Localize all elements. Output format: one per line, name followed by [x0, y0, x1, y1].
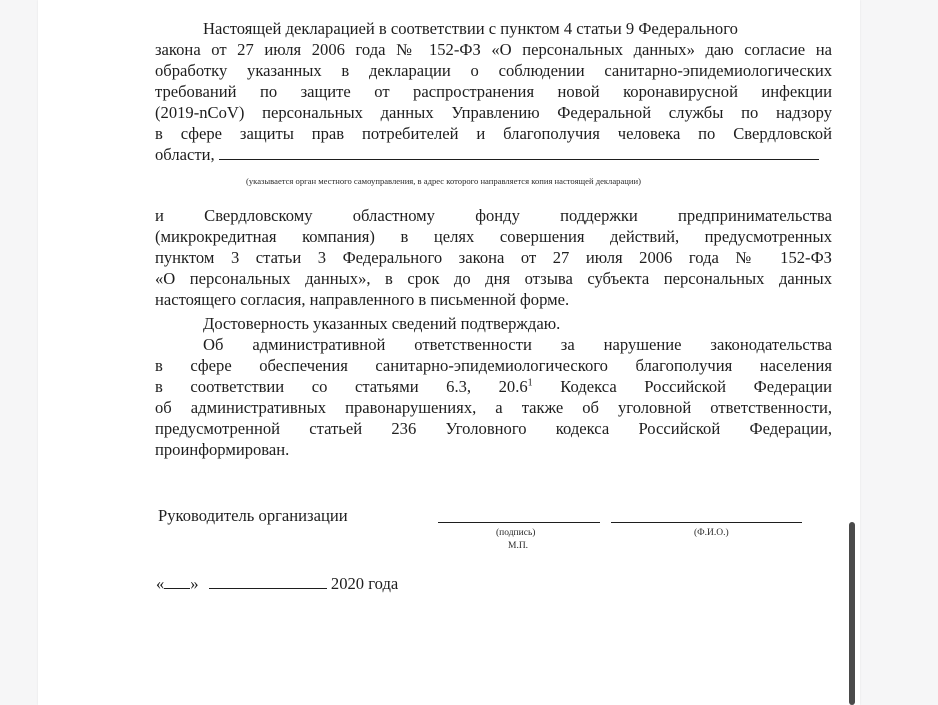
- text-line: (2019-nCoV) персональных данных Управлению Федеральной службы по надзору: [155, 103, 832, 122]
- text-line: закона от 27 июля 2006 года № 152-ФЗ «О персональных данных» даю согласие на: [155, 40, 832, 59]
- consent-paragraph: [155, 205, 832, 310]
- open-quote: «: [156, 574, 165, 593]
- signature-blank-line: [438, 522, 600, 523]
- text-line: в сфере защиты прав потребителей и благополучия человека по Свердловской: [155, 124, 832, 143]
- text-line: предусмотренной статьей 236 Уголовного кодекса Российской Федерации,: [155, 419, 832, 438]
- text-fragment: в соответствии со статьями 6.3, 20.6: [155, 377, 528, 396]
- year-text: 2020 года: [330, 574, 399, 593]
- text-line: в сфере обеспечения санитарно-эпидемиологического благополучия населения: [155, 356, 832, 375]
- text-line: обработку указанных в декларации о соблюдении санитарно-эпидемиологических: [155, 61, 832, 80]
- authority-blank-field: [219, 159, 819, 160]
- field-hint: (указывается орган местного самоуправления, в адрес которого направляется копия настоящей декларации): [246, 176, 641, 186]
- text-line: требований по защите от распространения новой коронавирусной инфекции: [155, 82, 832, 101]
- stamp-hint: М.П.: [508, 541, 529, 551]
- text-line: (микрокредитная компания) в целях совершения действий, предусмотренных: [155, 227, 832, 246]
- text-line: Настоящей декларацией в соответствии с пунктом 4 статьи 9 Федерального: [203, 19, 738, 38]
- text-line: проинформирован.: [155, 440, 290, 459]
- month-blank: [209, 588, 327, 589]
- text-line-with-footnote: [155, 376, 832, 397]
- footnote-superscript: 1: [527, 377, 533, 389]
- text-line: настоящего согласия, направленного в письменной форме.: [155, 290, 570, 309]
- signature-hint: (подпись): [496, 528, 536, 538]
- full-name-hint: (Ф.И.О.): [694, 528, 729, 538]
- text-line: «О персональных данных», в срок до дня отзыва субъекта персональных данных: [155, 269, 832, 288]
- text-line: об административных правонарушениях, а также об уголовной ответственности,: [155, 398, 832, 417]
- responsibility-paragraph: [155, 334, 832, 460]
- vertical-scrollbar[interactable]: [849, 522, 855, 705]
- full-name-blank-line: [611, 522, 802, 523]
- text-fragment: Кодекса Российской Федерации: [532, 377, 832, 396]
- declaration-paragraph: [155, 18, 832, 165]
- text-line-with-field: [155, 144, 832, 165]
- text-line: Достоверность указанных сведений подтверждаю.: [203, 314, 561, 333]
- text-line: пунктом 3 статьи 3 Федерального закона от 27 июля 2006 года № 152-ФЗ: [155, 248, 832, 267]
- close-quote: »: [190, 574, 199, 593]
- head-of-organization-label: Руководитель организации: [158, 506, 348, 525]
- text-line-start: области,: [155, 145, 215, 164]
- text-line: и Свердловскому областному фонду поддержки предпринимательства: [155, 206, 832, 225]
- date-line: [156, 574, 398, 594]
- day-blank: [164, 588, 190, 589]
- text-line: Об административной ответственности за нарушение законодательства: [203, 335, 832, 354]
- confirmation-paragraph: [155, 313, 832, 334]
